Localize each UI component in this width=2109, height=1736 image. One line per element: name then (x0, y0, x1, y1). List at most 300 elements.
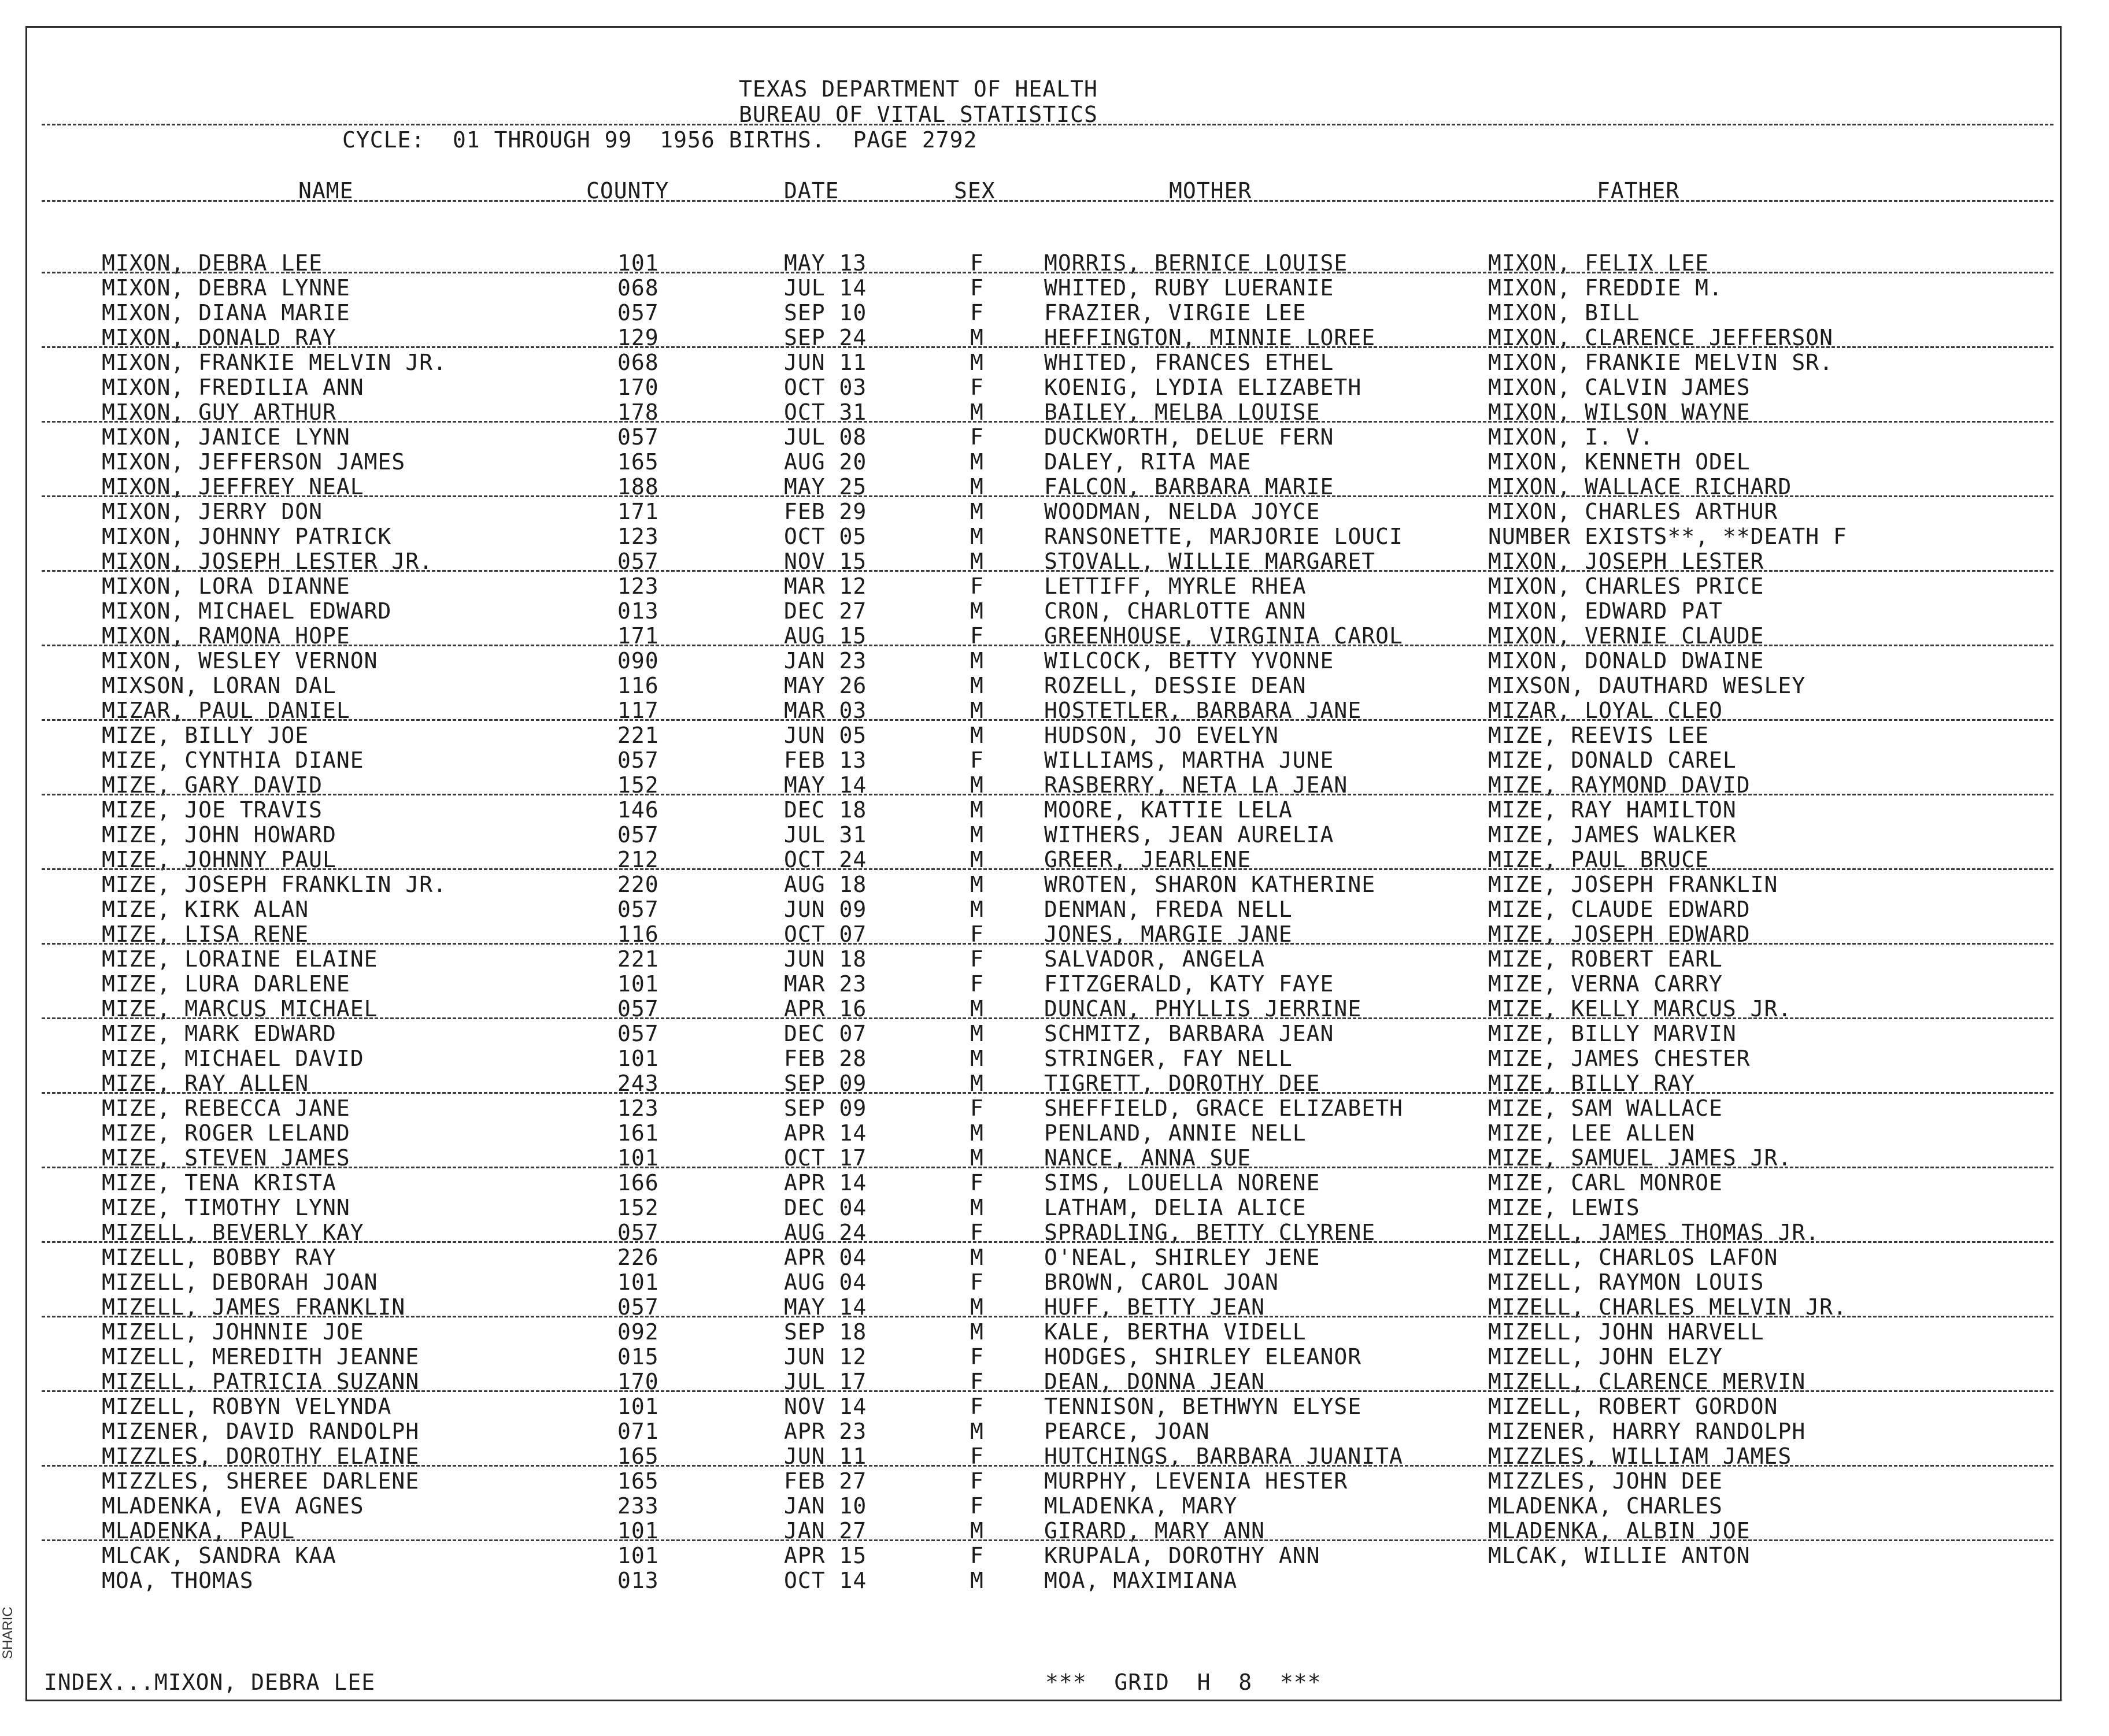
cell-father: MLCAK, WILLIE ANTON (1488, 1543, 1751, 1568)
table-row (0, 251, 2109, 276)
cell-county: 057 (617, 996, 659, 1021)
cell-sex: M (970, 499, 984, 524)
cell-sex: M (970, 1294, 984, 1320)
group-rule (42, 1316, 2054, 1317)
cell-date: APR 14 (784, 1170, 867, 1195)
cell-name: MIZELL, PATRICIA SUZANN (102, 1369, 420, 1394)
cell-mother: KALE, BERTHA VIDELL (1044, 1319, 1307, 1345)
cell-date: MAY 13 (784, 250, 867, 276)
group-rule (42, 570, 2054, 572)
cell-mother: ROZELL, DESSIE DEAN (1044, 673, 1307, 698)
cell-county: 101 (617, 1543, 659, 1568)
cell-father: MIXON, BILL (1488, 300, 1640, 325)
table-row (0, 574, 2109, 599)
table-row (0, 1121, 2109, 1146)
cell-sex: F (970, 623, 984, 649)
cell-date: DEC 27 (784, 598, 867, 624)
cell-date: MAY 25 (784, 474, 867, 499)
cell-county: 057 (617, 300, 659, 325)
cell-sex: M (970, 1419, 984, 1444)
group-rule (42, 1465, 2054, 1467)
cell-sex: M (970, 797, 984, 823)
cell-father: MIZE, BILLY RAY (1488, 1071, 1696, 1096)
cell-name: MIXON, MICHAEL EDWARD (102, 598, 392, 624)
cell-father: MIXON, WALLACE RICHARD (1488, 474, 1792, 499)
cell-father: MIZE, LEE ALLEN (1488, 1120, 1696, 1146)
cell-date: SEP 09 (784, 1095, 867, 1121)
table-row (0, 1519, 2109, 1543)
cell-father: MIZAR, LOYAL CLEO (1488, 698, 1723, 723)
cell-sex: M (970, 698, 984, 723)
cell-name: MIZELL, JAMES FRANKLIN (102, 1294, 406, 1320)
cell-mother: WHITED, FRANCES ETHEL (1044, 350, 1334, 375)
cell-name: MIZELL, BEVERLY KAY (102, 1220, 364, 1245)
cell-sex: M (970, 1568, 984, 1593)
table-row (0, 524, 2109, 549)
cell-date: OCT 03 (784, 375, 867, 400)
table-row (0, 301, 2109, 325)
cell-father: MIZELL, JAMES THOMAS JR. (1488, 1220, 1820, 1245)
group-rule (42, 1241, 2054, 1243)
cell-county: 221 (617, 723, 659, 748)
cell-mother: RASBERRY, NETA LA JEAN (1044, 772, 1348, 798)
cell-date: DEC 04 (784, 1195, 867, 1220)
cell-mother: WROTEN, SHARON KATHERINE (1044, 872, 1376, 897)
cell-father: MIXON, DONALD DWAINE (1488, 648, 1764, 673)
cell-county: 170 (617, 1369, 659, 1394)
cell-mother: HEFFINGTON, MINNIE LOREE (1044, 325, 1376, 350)
cell-mother: FRAZIER, VIRGIE LEE (1044, 300, 1307, 325)
cell-sex: M (970, 1319, 984, 1345)
table-row (0, 1494, 2109, 1519)
table-row (0, 972, 2109, 997)
cell-mother: MOORE, KATTIE LELA (1044, 797, 1293, 823)
cell-father: MIXON, EDWARD PAT (1488, 598, 1723, 624)
cell-mother: PENLAND, ANNIE NELL (1044, 1120, 1307, 1146)
cell-mother: DEAN, DONNA JEAN (1044, 1369, 1266, 1394)
table-row (0, 823, 2109, 847)
cell-sex: M (970, 399, 984, 425)
cell-name: MIZELL, DEBORAH JOAN (102, 1269, 378, 1295)
cell-name: MIXON, LORA DIANNE (102, 573, 350, 599)
cell-mother: STRINGER, FAY NELL (1044, 1046, 1293, 1071)
cell-mother: SPRADLING, BETTY CLYRENE (1044, 1220, 1376, 1245)
cell-date: MAR 23 (784, 971, 867, 997)
cell-date: APR 23 (784, 1419, 867, 1444)
cell-father: MIZE, JAMES CHESTER (1488, 1046, 1751, 1071)
cell-father: MIXON, I. V. (1488, 424, 1654, 450)
cell-name: MIXON, WESLEY VERNON (102, 648, 378, 673)
cell-father: MIXON, CHARLES PRICE (1488, 573, 1764, 599)
cell-county: 057 (617, 424, 659, 450)
table-row (0, 1469, 2109, 1494)
table-row (0, 1195, 2109, 1220)
cell-date: DEC 18 (784, 797, 867, 823)
table-row (0, 997, 2109, 1021)
cell-father: MIZE, JOSEPH FRANKLIN (1488, 872, 1778, 897)
cell-sex: M (970, 822, 984, 847)
cell-sex: M (970, 1195, 984, 1220)
table-row (0, 1071, 2109, 1096)
table-row (0, 425, 2109, 450)
cell-father: MIZE, RAY HAMILTON (1488, 797, 1737, 823)
cell-sex: M (970, 1021, 984, 1046)
cell-county: 221 (617, 946, 659, 972)
table-row (0, 475, 2109, 499)
cell-sex: M (970, 1145, 984, 1171)
cell-father: MIXON, WILSON WAYNE (1488, 399, 1751, 425)
cell-date: JAN 10 (784, 1493, 867, 1519)
cell-name: MIXON, DEBRA LYNNE (102, 275, 350, 301)
cell-county: 161 (617, 1120, 659, 1146)
table-row (0, 1369, 2109, 1394)
cell-name: MIXON, JOHNNY PATRICK (102, 524, 392, 549)
cell-father: MIXON, CHARLES ARTHUR (1488, 499, 1778, 524)
cell-county: 243 (617, 1071, 659, 1096)
table-row (0, 947, 2109, 972)
cell-mother: STOVALL, WILLIE MARGARET (1044, 549, 1376, 574)
table-row (0, 922, 2109, 947)
cell-date: JUL 17 (784, 1369, 867, 1394)
table-row (0, 1568, 2109, 1593)
cell-name: MIZELL, BOBBY RAY (102, 1245, 336, 1270)
cell-date: JUN 12 (784, 1344, 867, 1369)
cell-name: MIZE, JOE TRAVIS (102, 797, 323, 823)
cell-county: 057 (617, 822, 659, 847)
column-header-county: COUNTY (586, 178, 669, 203)
cell-mother: HUFF, BETTY JEAN (1044, 1294, 1266, 1320)
cell-father: MIXON, VERNIE CLAUDE (1488, 623, 1764, 649)
column-header-name: NAME (298, 178, 354, 203)
group-rule (42, 1539, 2054, 1541)
cell-name: MIZE, LORAINE ELAINE (102, 946, 378, 972)
table-row (0, 1543, 2109, 1568)
cell-father: MIZZLES, WILLIAM JAMES (1488, 1443, 1792, 1469)
cell-father: MIZE, VERNA CARRY (1488, 971, 1723, 997)
cell-mother: SCHMITZ, BARBARA JEAN (1044, 1021, 1334, 1046)
table-row (0, 1320, 2109, 1345)
cell-name: MIXON, GUY ARTHUR (102, 399, 336, 425)
cell-name: MIZE, KIRK ALAN (102, 897, 309, 922)
cell-date: JAN 27 (784, 1518, 867, 1543)
table-row (0, 549, 2109, 574)
table-row (0, 1419, 2109, 1444)
cell-name: MIXON, JOSEPH LESTER JR. (102, 549, 434, 574)
cell-sex: F (970, 921, 984, 947)
cell-date: NOV 14 (784, 1394, 867, 1419)
cell-sex: F (970, 424, 984, 450)
grid-footer: *** GRID H 8 *** (1045, 1670, 1322, 1695)
cell-father: MIZELL, CHARLES MELVIN JR. (1488, 1294, 1847, 1320)
cell-mother: FITZGERALD, KATY FAYE (1044, 971, 1334, 997)
cell-date: OCT 05 (784, 524, 867, 549)
cell-county: 220 (617, 872, 659, 897)
cell-name: MIZZLES, DOROTHY ELAINE (102, 1443, 420, 1469)
cell-date: MAR 03 (784, 698, 867, 723)
cell-father: MIZELL, JOHN ELZY (1488, 1344, 1723, 1369)
cell-county: 233 (617, 1493, 659, 1519)
table-row (0, 1171, 2109, 1195)
cell-father: MIZE, JOSEPH EDWARD (1488, 921, 1751, 947)
cell-county: 123 (617, 524, 659, 549)
cell-mother: MORRIS, BERNICE LOUISE (1044, 250, 1348, 276)
cell-father: MIZE, ROBERT EARL (1488, 946, 1723, 972)
cell-father: MIZE, PAUL BRUCE (1488, 847, 1710, 872)
cell-mother: FALCON, BARBARA MARIE (1044, 474, 1334, 499)
cell-sex: M (970, 847, 984, 872)
cell-mother: HUDSON, JO EVELYN (1044, 723, 1279, 748)
cell-name: MIZELL, MEREDITH JEANNE (102, 1344, 420, 1369)
cell-sex: M (970, 1518, 984, 1543)
cell-mother: JONES, MARGIE JANE (1044, 921, 1293, 947)
cell-father: MIXON, JOSEPH LESTER (1488, 549, 1764, 574)
cell-name: MIZE, REBECCA JANE (102, 1095, 350, 1121)
cell-mother: MURPHY, LEVENIA HESTER (1044, 1468, 1348, 1494)
group-rule (42, 1390, 2054, 1392)
cell-father: MIXON, FRANKIE MELVIN SR. (1488, 350, 1833, 375)
cell-sex: F (970, 300, 984, 325)
table-row (0, 698, 2109, 723)
cell-date: OCT 31 (784, 399, 867, 425)
cell-county: 071 (617, 1419, 659, 1444)
cell-father: MIXON, CALVIN JAMES (1488, 375, 1751, 400)
cell-name: MIXON, JEFFERSON JAMES (102, 449, 406, 475)
cell-sex: M (970, 598, 984, 624)
cell-father: MIXSON, DAUTHARD WESLEY (1488, 673, 1806, 698)
bureau-title: BUREAU OF VITAL STATISTICS (739, 102, 1098, 127)
cell-sex: F (970, 971, 984, 997)
table-row (0, 1096, 2109, 1121)
table-row (0, 1444, 2109, 1469)
cell-father: MIZE, BILLY MARVIN (1488, 1021, 1737, 1046)
cell-mother: RANSONETTE, MARJORIE LOUCI (1044, 524, 1403, 549)
cell-date: OCT 17 (784, 1145, 867, 1171)
cell-date: JAN 23 (784, 648, 867, 673)
cell-date: JUL 08 (784, 424, 867, 450)
cell-mother: DUCKWORTH, DELUE FERN (1044, 424, 1334, 450)
cell-mother: BAILEY, MELBA LOUISE (1044, 399, 1320, 425)
cell-sex: M (970, 723, 984, 748)
cell-mother: O'NEAL, SHIRLEY JENE (1044, 1245, 1320, 1270)
table-row (0, 847, 2109, 872)
group-rule (42, 272, 2054, 273)
table-row (0, 1146, 2109, 1171)
cell-father: MIZE, CARL MONROE (1488, 1170, 1723, 1195)
cell-county: 068 (617, 275, 659, 301)
cell-name: MIZE, TIMOTHY LYNN (102, 1195, 350, 1220)
column-header-mother: MOTHER (1169, 178, 1252, 203)
cell-father: MIZE, LEWIS (1488, 1195, 1640, 1220)
cell-date: JUN 11 (784, 350, 867, 375)
cell-county: 166 (617, 1170, 659, 1195)
cell-mother: LATHAM, DELIA ALICE (1044, 1195, 1307, 1220)
table-row (0, 1345, 2109, 1369)
cell-sex: F (970, 573, 984, 599)
cell-county: 101 (617, 250, 659, 276)
cell-mother: HUTCHINGS, BARBARA JUANITA (1044, 1443, 1403, 1469)
cell-name: MIZE, JOHN HOWARD (102, 822, 336, 847)
cell-mother: SHEFFIELD, GRACE ELIZABETH (1044, 1095, 1403, 1121)
cell-name: MIZE, GARY DAVID (102, 772, 323, 798)
table-row (0, 748, 2109, 773)
cell-name: MIXON, DEBRA LEE (102, 250, 323, 276)
cell-date: AUG 15 (784, 623, 867, 649)
cell-sex: M (970, 996, 984, 1021)
cell-mother: LETTIFF, MYRLE RHEA (1044, 573, 1307, 599)
cell-county: 116 (617, 673, 659, 698)
table-row (0, 897, 2109, 922)
cell-date: APR 04 (784, 1245, 867, 1270)
cell-sex: M (970, 772, 984, 798)
cell-mother: GREER, JEARLENE (1044, 847, 1252, 872)
cell-county: 165 (617, 1443, 659, 1469)
cell-sex: F (970, 1394, 984, 1419)
cell-sex: M (970, 325, 984, 350)
cell-father: MIZE, SAMUEL JAMES JR. (1488, 1145, 1792, 1171)
cell-name: MIZENER, DAVID RANDOLPH (102, 1419, 420, 1444)
cell-county: 129 (617, 325, 659, 350)
cell-name: MIZE, CYNTHIA DIANE (102, 747, 364, 773)
column-header-date: DATE (784, 178, 839, 203)
cell-county: 171 (617, 623, 659, 649)
cell-mother: WILLIAMS, MARTHA JUNE (1044, 747, 1334, 773)
cell-date: APR 15 (784, 1543, 867, 1568)
cell-county: 170 (617, 375, 659, 400)
cell-county: 188 (617, 474, 659, 499)
cell-mother: MLADENKA, MARY (1044, 1493, 1238, 1519)
cell-name: MIZE, MARK EDWARD (102, 1021, 336, 1046)
cell-county: 171 (617, 499, 659, 524)
cell-sex: M (970, 897, 984, 922)
cell-mother: GIRARD, MARY ANN (1044, 1518, 1266, 1543)
cell-name: MLCAK, SANDRA KAA (102, 1543, 336, 1568)
cell-name: MIXON, FREDILIA ANN (102, 375, 364, 400)
cell-name: MLADENKA, EVA AGNES (102, 1493, 364, 1519)
cell-county: 057 (617, 747, 659, 773)
cell-date: MAY 14 (784, 772, 867, 798)
cell-name: MIXON, RAMONA HOPE (102, 623, 350, 649)
cell-mother: WITHERS, JEAN AURELIA (1044, 822, 1334, 847)
cell-sex: M (970, 1071, 984, 1096)
table-row (0, 723, 2109, 748)
cell-father: MIXON, FREDDIE M. (1488, 275, 1723, 301)
cell-mother: SIMS, LOUELLA NORENE (1044, 1170, 1320, 1195)
cell-father: MIZE, KELLY MARCUS JR. (1488, 996, 1792, 1021)
cell-name: MIXON, DONALD RAY (102, 325, 336, 350)
cell-county: 057 (617, 897, 659, 922)
cell-sex: M (970, 673, 984, 698)
cell-county: 057 (617, 1294, 659, 1320)
group-rule (42, 1017, 2054, 1019)
cell-sex: M (970, 549, 984, 574)
group-rule (42, 868, 2054, 870)
cell-date: MAR 12 (784, 573, 867, 599)
cell-mother: WHITED, RUBY LUERANIE (1044, 275, 1334, 301)
cell-father: MIZE, REEVIS LEE (1488, 723, 1710, 748)
cell-name: MIZE, MARCUS MICHAEL (102, 996, 378, 1021)
cell-father: MIZE, DONALD CAREL (1488, 747, 1737, 773)
cell-county: 015 (617, 1344, 659, 1369)
cell-date: NOV 15 (784, 549, 867, 574)
cell-name: MIZE, JOHNNY PAUL (102, 847, 336, 872)
cell-county: 146 (617, 797, 659, 823)
cell-mother: NANCE, ANNA SUE (1044, 1145, 1252, 1171)
cell-name: MIXSON, LORAN DAL (102, 673, 336, 698)
cell-sex: M (970, 474, 984, 499)
cell-sex: F (970, 1543, 984, 1568)
table-row (0, 599, 2109, 624)
cell-mother: WOODMAN, NELDA JOYCE (1044, 499, 1320, 524)
cell-name: MIZE, LISA RENE (102, 921, 309, 947)
table-row (0, 450, 2109, 475)
cell-name: MIZELL, JOHNNIE JOE (102, 1319, 364, 1345)
cell-county: 101 (617, 971, 659, 997)
table-row (0, 1021, 2109, 1046)
cell-father: MLADENKA, CHARLES (1488, 1493, 1723, 1519)
cell-date: OCT 24 (784, 847, 867, 872)
cell-sex: M (970, 872, 984, 897)
cell-date: OCT 07 (784, 921, 867, 947)
cell-sex: M (970, 350, 984, 375)
cell-county: 013 (617, 598, 659, 624)
cell-county: 165 (617, 1468, 659, 1494)
cell-name: MIZZLES, SHEREE DARLENE (102, 1468, 420, 1494)
cell-sex: F (970, 1468, 984, 1494)
cell-mother: KRUPALA, DOROTHY ANN (1044, 1543, 1320, 1568)
group-rule (42, 719, 2054, 721)
cell-sex: M (970, 1120, 984, 1146)
cell-father: MIXON, FELIX LEE (1488, 250, 1710, 276)
cell-father: MIZZLES, JOHN DEE (1488, 1468, 1723, 1494)
cell-date: AUG 20 (784, 449, 867, 475)
cell-sex: M (970, 1245, 984, 1270)
cell-name: MIXON, JANICE LYNN (102, 424, 350, 450)
cell-name: MIZE, LURA DARLENE (102, 971, 350, 997)
cell-county: 165 (617, 449, 659, 475)
cell-name: MIZE, MICHAEL DAVID (102, 1046, 364, 1071)
cycle-line: CYCLE: 01 THROUGH 99 1956 BIRTHS. PAGE 2792 (342, 127, 978, 153)
cell-county: 101 (617, 1145, 659, 1171)
cell-county: 013 (617, 1568, 659, 1593)
cell-date: APR 14 (784, 1120, 867, 1146)
cell-county: 123 (617, 573, 659, 599)
cell-date: JUL 14 (784, 275, 867, 301)
group-rule (42, 346, 2054, 348)
cell-mother: BROWN, CAROL JOAN (1044, 1269, 1279, 1295)
table-row (0, 1295, 2109, 1320)
cell-date: SEP 24 (784, 325, 867, 350)
cell-date: FEB 27 (784, 1468, 867, 1494)
cell-date: OCT 14 (784, 1568, 867, 1593)
table-row (0, 624, 2109, 649)
cell-father: MIZE, CLAUDE EDWARD (1488, 897, 1751, 922)
cell-father: MIZE, SAM WALLACE (1488, 1095, 1723, 1121)
group-rule (42, 1092, 2054, 1094)
cell-county: 178 (617, 399, 659, 425)
cell-date: FEB 13 (784, 747, 867, 773)
cell-county: 117 (617, 698, 659, 723)
cell-date: JUN 09 (784, 897, 867, 922)
cell-county: 092 (617, 1319, 659, 1345)
cell-sex: F (970, 747, 984, 773)
cell-county: 090 (617, 648, 659, 673)
cell-date: AUG 04 (784, 1269, 867, 1295)
cell-county: 101 (617, 1269, 659, 1295)
cell-date: JUN 18 (784, 946, 867, 972)
cell-county: 068 (617, 350, 659, 375)
table-row (0, 499, 2109, 524)
side-mark: SHARIC (0, 1607, 16, 1659)
